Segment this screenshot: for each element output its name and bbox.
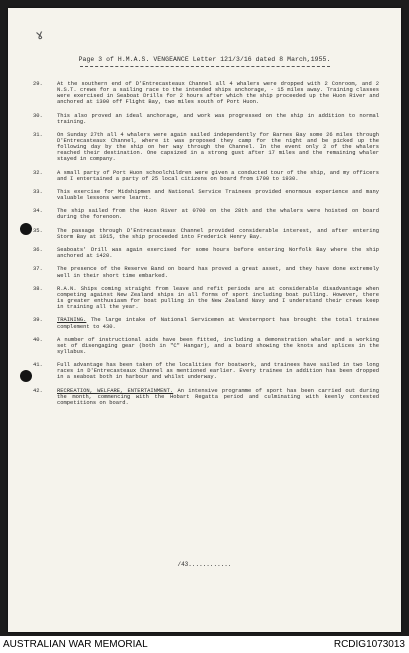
header-rule bbox=[80, 66, 330, 67]
paragraph-number: 31. bbox=[33, 130, 43, 138]
page-header: Page 3 of H.M.A.S. VENGEANCE Letter 121/3/16 dated 8 March,1955. bbox=[78, 56, 331, 63]
paragraph-37 bbox=[33, 266, 379, 278]
archive-caption-bar bbox=[0, 636, 409, 653]
section-heading: RECREATION, WELFARE, ENTERTAINMENT. bbox=[57, 386, 174, 394]
paragraph-text: This exercise for Midshipmen and National Service Trainees provided enormous experience and many valuable lessons were learnt. bbox=[57, 187, 379, 202]
paragraph-text: A number of instructional aids have been fitted, including a demonstration whaler and a working set of disengaging gear (both in "C" Hangar), and a board showing the knots and splices in the syllabus. bbox=[57, 335, 379, 355]
paragraph-text: R.A.N. Ships coming straight from leave and refit periods are at considerable disadvantage when competing against New Zealand ships in all forms of sport including boat pulling. However, there is greater enthusiasm for boat pulling in the New Zealand Navy and I understand their crews keep in training all the year. bbox=[57, 284, 379, 311]
handwritten-mark: ɤ bbox=[34, 27, 46, 44]
letter-body bbox=[33, 81, 379, 413]
paragraph-text: Seaboats' Drill was again exercised for some hours before entering Norfolk Bay where the ship anchored at 1420. bbox=[57, 246, 379, 260]
paragraph-42 bbox=[33, 388, 379, 406]
paragraph-36 bbox=[33, 247, 379, 259]
paragraph-text: The presence of the Reserve Band on board has proved a great asset, and they have done extremely well in their short time embarked. bbox=[57, 265, 379, 279]
paragraph-35 bbox=[33, 228, 379, 240]
archive-name: AUSTRALIAN WAR MEMORIAL bbox=[3, 639, 148, 650]
paragraph-text: The passage through D'Entrecasteaux Channel provided considerable interest, and after entering Storm Bay at 1015, the ship proceeded into Frederick Henry Bay. bbox=[57, 226, 379, 240]
paragraph-text: At the southern end of D'Entrecasteaux Channel all 4 whalers were dropped with 2 Conroom, and 2 N.S.T. crews for a sailing race to the intended ships anchorage, - 15 miles away. Training classes were exercised in Seaboat Drills for 2 hours after which the ship proceeded up the Huon River and anchored at 1300 off Flight Bay, two miles south of Port Huon. bbox=[57, 80, 379, 106]
paragraph-number: 36. bbox=[33, 246, 43, 254]
paragraph-number: 38. bbox=[33, 284, 43, 292]
paragraph-text-body: An intensive programme of sport has been carried out during the month, commencing with the Hobart Regatta period and culminating with keenly contested competitions on board. bbox=[57, 386, 379, 406]
paragraph-number: 30. bbox=[33, 111, 43, 119]
paragraph-number: 33. bbox=[33, 187, 43, 195]
paragraph-number: 34. bbox=[33, 207, 43, 215]
paragraph-text: This also proved an ideal anchorage, and work was progressed on the ship in addition to normal training. bbox=[57, 111, 379, 125]
paragraph-40 bbox=[33, 337, 379, 355]
paragraph-32 bbox=[33, 170, 379, 182]
paragraph-41 bbox=[33, 362, 379, 380]
paragraph-text: A small party of Port Huon schoolchildren were given a conducted tour of the ship, and my officers and I entertained a party of 25 local citizens on board from 1700 to 1930. bbox=[57, 168, 379, 182]
continuation-marker: /43............ bbox=[177, 561, 232, 568]
paragraph-number: 32. bbox=[33, 168, 43, 176]
paragraph-text-body: The large intake of National Servicemen at Westernport has brought the total trainee complement to 430. bbox=[57, 316, 379, 330]
paragraph-34 bbox=[33, 208, 379, 220]
paragraph-text: On Sunday 27th all 4 whalers were again sailed independently for Barnes Bay some 26 miles through D'Entrecasteaux Channel, where it was proposed they camp for the night and be picked up the following day by the ship on her way through the Channel. In the event only 2 of the whalers reached their destination. One capsized in a strong gust after 17 miles and the remaining whaler stayed in company. bbox=[57, 130, 379, 163]
paragraph-number: 41. bbox=[33, 361, 43, 369]
paragraph-number: 39. bbox=[33, 316, 43, 324]
archive-record-id: RCDIG1073013 bbox=[333, 639, 405, 650]
paragraph-number: 29. bbox=[33, 80, 43, 87]
paragraph-29 bbox=[33, 81, 379, 105]
paragraph-number: 42. bbox=[33, 386, 43, 394]
paragraph-number: 40. bbox=[33, 335, 43, 343]
paragraph-39 bbox=[33, 317, 379, 329]
paragraph-30 bbox=[33, 113, 379, 125]
document-page bbox=[8, 8, 401, 632]
paragraph-number: 37. bbox=[33, 265, 43, 273]
paragraph-38 bbox=[33, 286, 379, 310]
paragraph-text bbox=[57, 388, 379, 406]
section-heading: TRAINING. bbox=[57, 316, 87, 324]
paragraph-text bbox=[57, 317, 379, 329]
paragraph-number: 35. bbox=[33, 226, 43, 234]
paragraph-31 bbox=[33, 132, 379, 162]
punch-hole bbox=[20, 370, 32, 382]
paragraph-text: Full advantage has been taken of the localities for boatwork, and trainees have sailed in two long races in D'Entrecasteaux Channel as mentioned earlier. Every trainee in addition has been dropped in a seaboat both in harbour and whilst underway. bbox=[57, 361, 379, 381]
paragraph-text: The ship sailed from the Huon River at 0700 on the 28th and the whalers were hoisted on board during the forenoon. bbox=[57, 207, 379, 221]
paragraph-33 bbox=[33, 189, 379, 201]
punch-hole bbox=[20, 223, 32, 235]
